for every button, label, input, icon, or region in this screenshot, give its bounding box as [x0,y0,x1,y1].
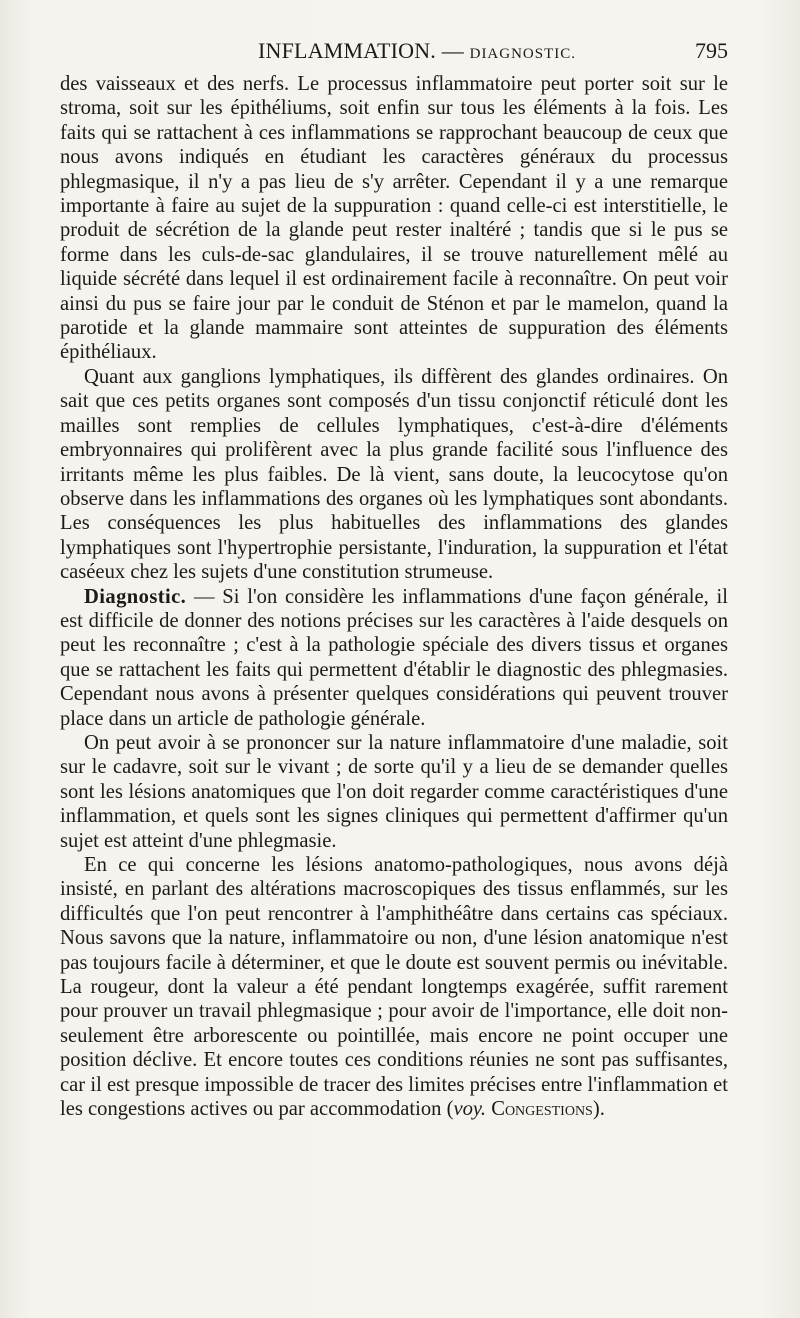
paragraph-lesions [60,853,728,1121]
paragraph-diagnostic [60,585,728,731]
running-head-title: INFLAMMATION. [258,38,436,63]
paragraph-lesions-text: En ce qui concerne les lésions anatomo-pathologiques, nous avons déjà insisté, en parlant des altérations macroscopiques des tissus enflammés, sur les difficultés que l'on peut rencontrer à l'amphithéâtre dans certains cas spéciaux. Nous savons que la nature, inflammatoire ou non, d'une lésion anatomique n'est pas toujours facile à déterminer, et que le doute est souvent permis ou inévitable. La rougeur, dont la valeur a été pendant longtemps exagérée, suffit rarement pour prouver un travail phlegmasique ; pour avoir de l'importance, elle doit non-seulement être arborescente ou pointillée, mais encore ne point occuper une position déclive. Et encore toutes ces conditions réunies ne sont pas suffisantes, car il est presque impossible de tracer des limites précises entre l'inflammation et les congestions actives ou par accommodation ( [60,854,728,1121]
cross-ref-congestions: Congestions [486,1098,593,1121]
paragraph-diagnostic-text: — Si l'on considère les inflammations d'une façon générale, il est difficile de donner des notions précises sur les caractères à l'aide desquels on peut les reconnaître ; c'est à la pathologie spéciale des divers tissus et organes que se rattachent les faits qui permettent d'établir le diagnostic des phlegmasies. Cependant nous avons à présenter quelques considérations qui peuvent trouver place dans un article de pathologie générale. [60,585,728,730]
cross-ref-voy: voy. [453,1098,487,1121]
page-number: 795 [695,38,728,63]
section-heading-diagnostic: Diagnostic. [84,585,187,608]
running-head [258,38,576,64]
running-head-subtitle: DIAGNOSTIC. [469,46,577,62]
page-header [60,38,728,72]
paragraph-nature: On peut avoir à se prononcer sur la nature inflammatoire d'une maladie, soit sur le cadavre, soit sur le vivant ; de sorte qu'il y a lieu de se demander quelles sont les lésions anatomiques que l'on doit regarder comme caractéristiques d'une inflammation, et quels sont les signes cliniques qui permettent d'affirmer qu'un sujet est atteint d'une phlegmasie. [60,731,728,852]
running-head-separator: — [436,38,470,63]
paragraph-lymph-nodes: Quant aux ganglions lymphatiques, ils diffèrent des glandes ordinaires. On sait que ces petits organes sont composés d'un tissu conjonctif réticulé dont les mailles sont remplies de cellules lymphatiques, c'est-à-dire d'éléments embryonnaires qui prolifèrent avec la plus grande facilité sous l'influence des irritants même les plus faibles. De là vient, sans doute, la leucocytose qu'on observe dans les inflammations des organes où les lymphatiques sont abondants. Les conséquences les plus habituelles des inflammations des glandes lymphatiques sont l'hypertrophie persistante, l'induration, la suppuration et l'état caséeux chez les sujets d'une constitution strumeuse. [60,365,728,584]
paragraph-lesions-end: ). [592,1098,605,1121]
paragraph-glands-continued: des vaisseaux et des nerfs. Le processus inflammatoire peut porter soit sur le stroma, soit sur les épithéliums, soit enfin sur tous les éléments à la fois. Les faits qui se rattachent à ces inflammations se rapprochant beaucoup de ceux que nous avons indiqués en étudiant les caractères généraux du processus phlegmasique, il n'y a pas lieu de s'y arrêter. Cependant il y a une remarque importante à faire au sujet de la suppuration : quand celle-ci est interstitielle, le produit de sécrétion de la glande peut rester inaltéré ; tandis que si le pus se forme dans les culs-de-sac glandulaires, il se trouve naturellement mêlé au liquide sécrété dans lequel il est ordinairement facile à reconnaître. On peut voir ainsi du pus se faire jour par le conduit de Sténon et par le mamelon, quand la parotide et la glande mammaire sont atteintes de suppuration des éléments épithéliaux. [60,73,728,364]
body-text [60,72,728,1121]
